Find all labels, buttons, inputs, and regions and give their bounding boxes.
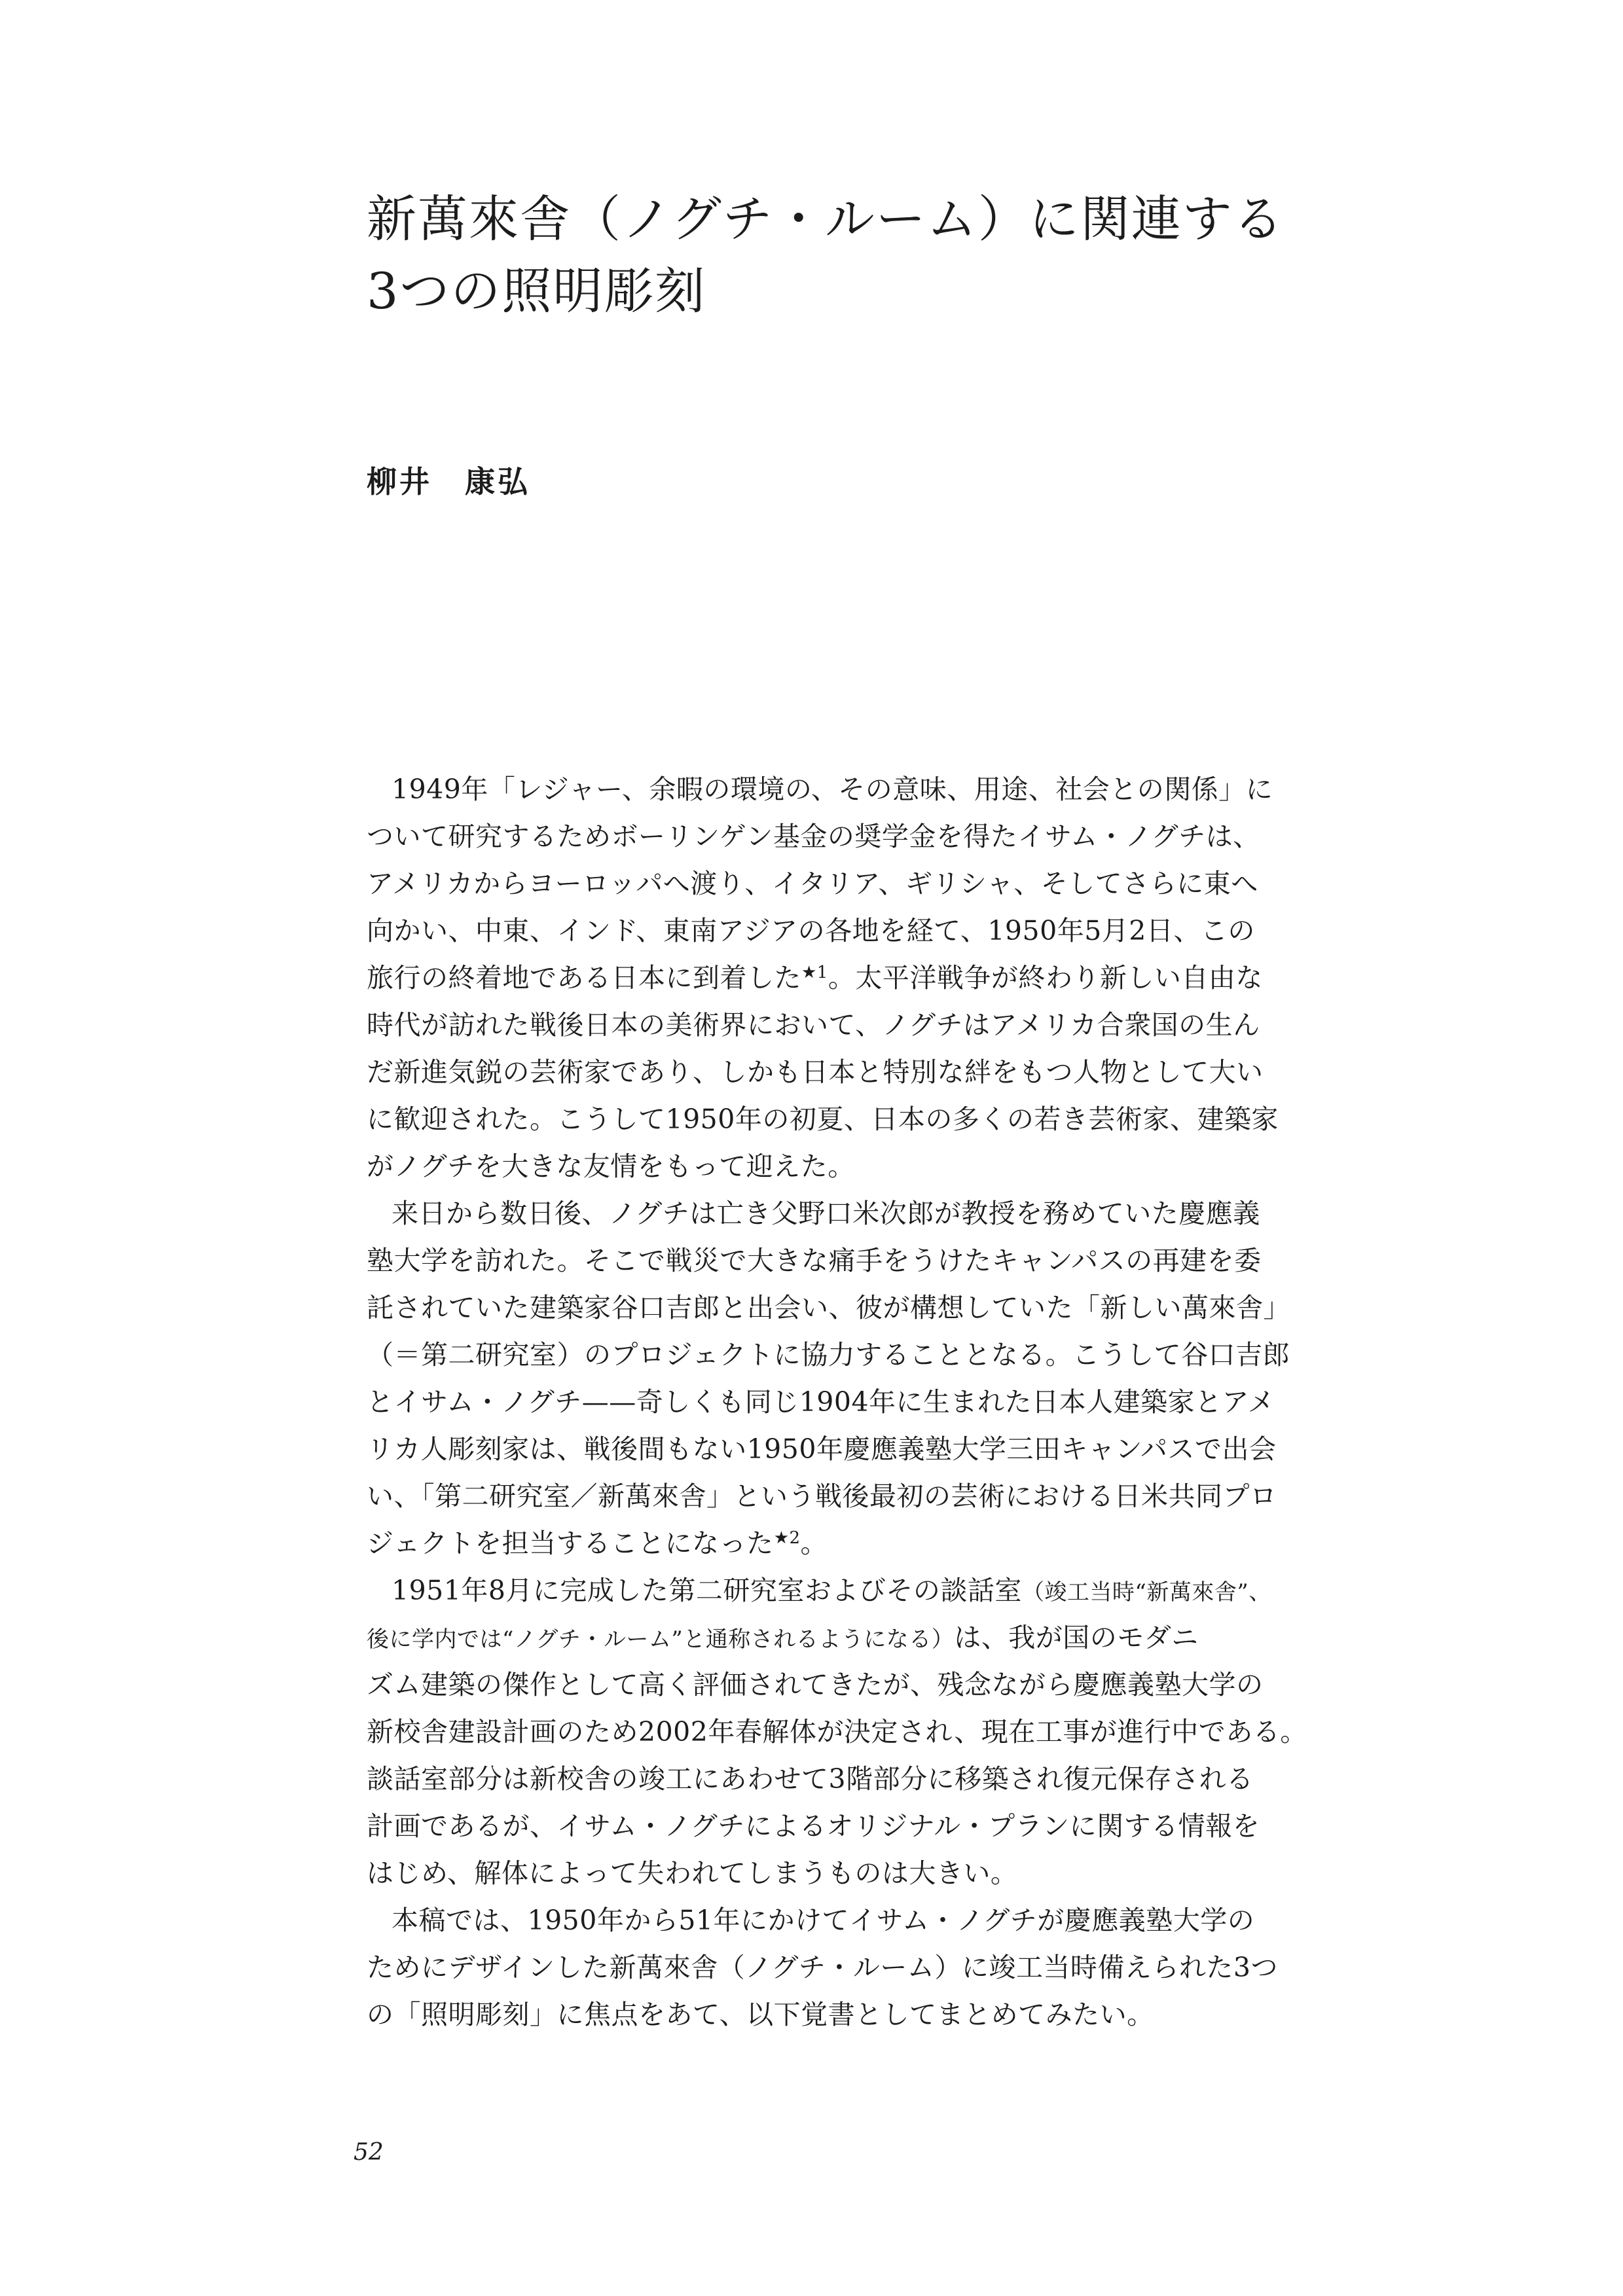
paragraph-2-text: 。: [800, 1528, 828, 1559]
paragraph-3-line: 新校舎建設計画のため2002年春解体が決定され、現在工事が進行中である。: [367, 1716, 1307, 1748]
paragraph-2-line: （＝第二研究室）のプロジェクトに協力することとなる。こうして谷口吉郎: [367, 1339, 1290, 1371]
paragraph-2-line: い、「第二研究室／新萬來舎」という戦後最初の芸術における日米共同プロ: [367, 1480, 1277, 1512]
article-title-line-2: 3つの照明彫刻: [367, 262, 706, 320]
footnote-ref-1: ★1: [801, 963, 828, 982]
author-name: 柳井 康弘: [367, 464, 530, 499]
paragraph-1-line: がノグチを大きな友情をもって迎えた。: [367, 1151, 855, 1182]
paragraph-4-line: 本稿では、1950年から51年にかけてイサム・ノグチが慶應義塾大学の: [392, 1905, 1255, 1936]
paragraph-1-line: 時代が訪れた戦後日本の美術界において、ノグチはアメリカ合衆国の生ん: [367, 1009, 1260, 1041]
paragraph-2-line: 託されていた建築家谷口吉郎と出会い、彼が構想していた「新しい萬來舎」: [367, 1292, 1290, 1323]
paragraph-1-text: 旅行の終着地である日本に到着した: [367, 962, 801, 994]
paragraph-1-line: 1949年「レジャー、余暇の環境の、その意味、用途、社会との関係」に: [392, 774, 1273, 805]
paragraph-2-line: 来日から数日後、ノグチは亡き父野口米次郎が教授を務めていた慶應義: [392, 1198, 1260, 1229]
paragraph-3-text: は、我が国のモダニ: [954, 1622, 1199, 1653]
paragraph-2-line-with-note: [367, 1520, 1244, 1567]
page-number: 52: [354, 2139, 384, 2166]
article-title-line-1: 新萬來舎（ノグチ・ルーム）に関連する: [367, 190, 1285, 248]
article-body: [367, 766, 1307, 2038]
footnote-ref-2: ★2: [773, 1528, 801, 1548]
paragraph-1-line: 向かい、中東、インド、東南アジアの各地を経て、1950年5月2日、この: [367, 915, 1255, 946]
paragraph-3-line: はじめ、解体によって失われてしまうものは大きい。: [367, 1857, 1018, 1889]
paragraph-1-text: 。太平洋戦争が終わり新しい自由な: [828, 962, 1263, 994]
paragraph-2-text: ジェクトを担当することになった: [367, 1528, 774, 1559]
paragraph-2-line: とイサム・ノグチ——奇しくも同じ1904年に生まれた日本人建築家とアメ: [367, 1386, 1275, 1418]
paragraph-1-line: に歓迎された。こうして1950年の初夏、日本の多くの若き芸術家、建築家: [367, 1103, 1279, 1135]
paragraph-3-text: 1951年8月に完成した第二研究室およびその談話室: [392, 1575, 1022, 1606]
paragraph-1-line-with-note: [367, 954, 1263, 1001]
article-title: [367, 183, 1414, 327]
paragraph-3-line: [367, 1614, 1244, 1661]
paragraph-2-line: リカ人彫刻家は、戦後間もない1950年慶應義塾大学三田キャンパスで出会: [367, 1433, 1277, 1465]
paragraph-3-aside: 後に学内では“ノグチ・ルーム”と通称されるようになる）: [367, 1626, 955, 1653]
paragraph-4-line: の「照明彫刻」に焦点をあて、以下覚書としてまとめてみたい。: [367, 1999, 1154, 2030]
paragraph-1-line: ついて研究するためボーリンゲン基金の奨学金を得たイサム・ノグチは、: [367, 821, 1260, 852]
paragraph-3-aside: （竣工当時“新萬來舎”、: [1021, 1579, 1271, 1605]
paragraph-3-line: ズム建築の傑作として高く評価されてきたが、残念ながら慶應義塾大学の: [367, 1669, 1264, 1700]
paragraph-3-line: 談話室部分は新校舎の竣工にあわせて3階部分に移築され復元保存される: [367, 1763, 1254, 1795]
paragraph-1-line: だ新進気鋭の芸術家であり、しかも日本と特別な絆をもつ人物として大い: [367, 1056, 1264, 1088]
paragraph-3-line: [367, 1567, 1271, 1614]
paragraph-4-line: ためにデザインした新萬來舎（ノグチ・ルーム）に竣工当時備えられた3つ: [367, 1952, 1278, 1983]
paragraph-2-line: 塾大学を訪れた。そこで戦災で大きな痛手をうけたキャンパスの再建を委: [367, 1245, 1262, 1276]
paragraph-1-line: アメリカからヨーロッパへ渡り、イタリア、ギリシャ、そしてさらに東へ: [367, 868, 1258, 899]
paragraph-3-line: 計画であるが、イサム・ノグチによるオリジナル・プランに関する情報を: [367, 1810, 1260, 1842]
